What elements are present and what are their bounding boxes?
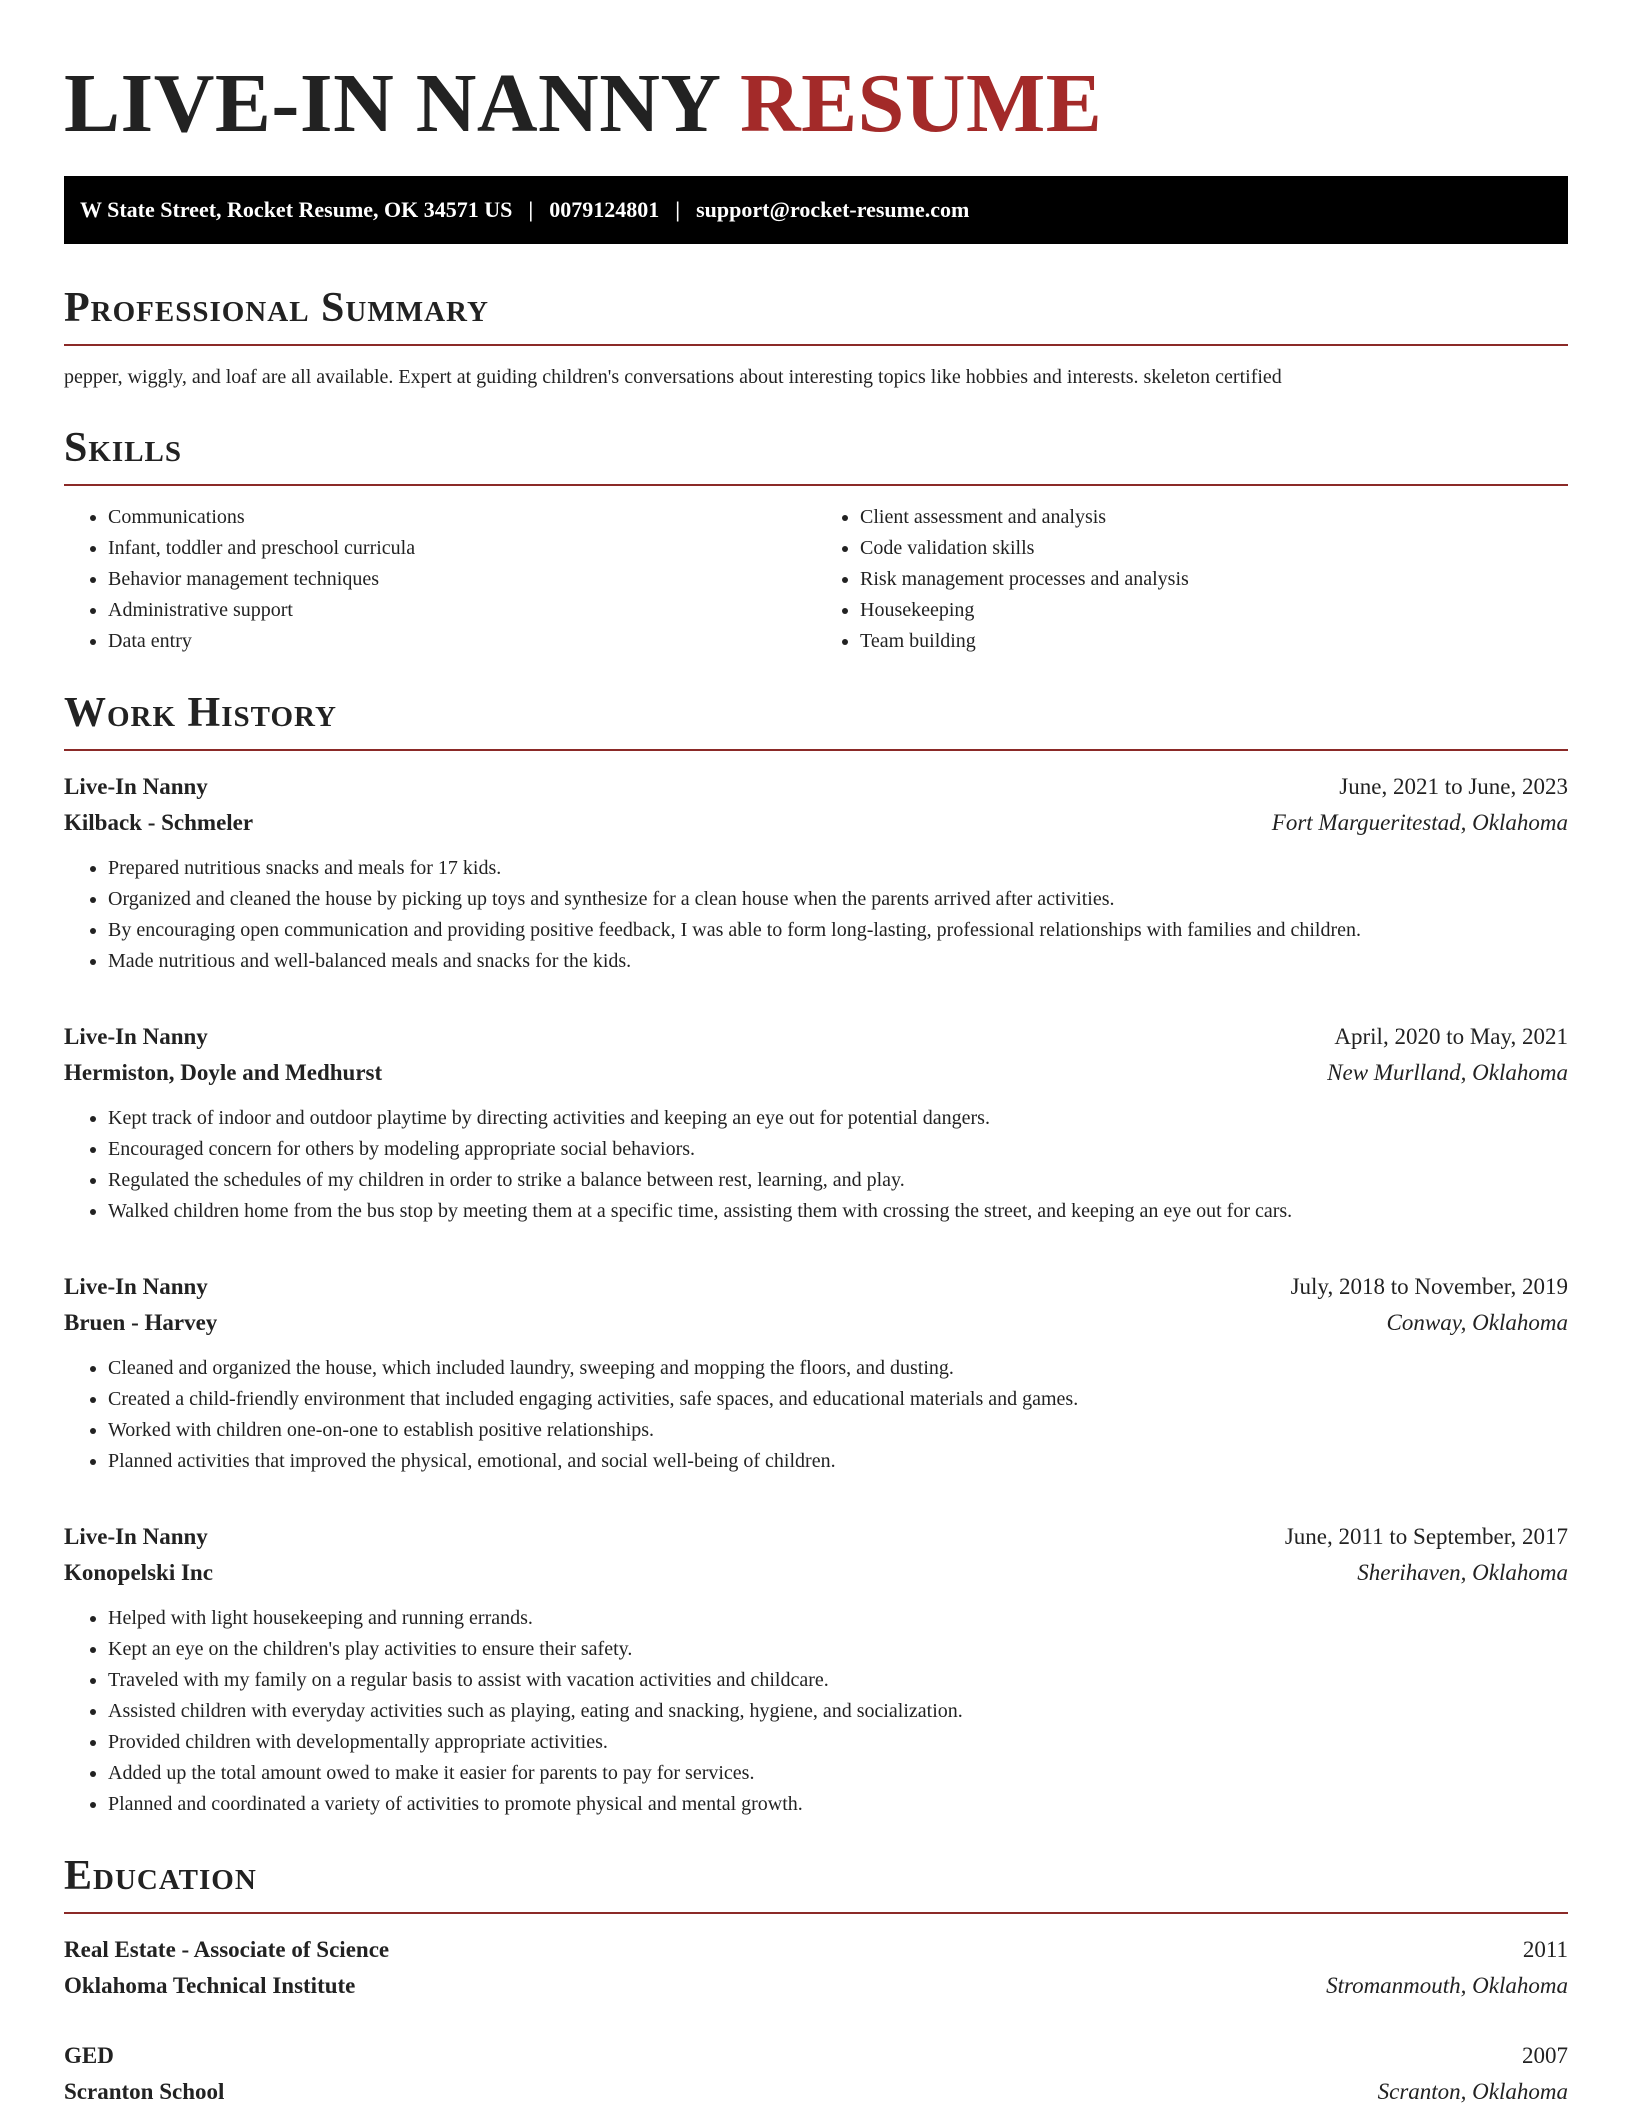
education-section: [64, 1850, 1568, 2110]
skill-item: • Housekeeping: [860, 595, 1568, 626]
skill-item: • Data entry: [108, 626, 816, 657]
job-location: Sherihaven, Oklahoma: [1357, 1560, 1568, 1585]
title-accent: RESUME: [739, 57, 1103, 150]
job-location: New Murlland, Oklahoma: [1327, 1060, 1568, 1085]
job-company: Bruen - Harvey: [64, 1310, 218, 1335]
summary-text: pepper, wiggly, and loaf are all available. Expert at guiding children's conversations about interesting topics like hobbies and interests. skeleton certified: [64, 366, 1282, 388]
job-bullet: • Organized and cleaned the house by picking up toys and synthesize for a clean house when the parents arrived after activities.: [108, 884, 1568, 915]
job-header-row: [64, 1269, 1568, 1305]
education-school: Oklahoma Technical Institute: [64, 1973, 356, 1998]
job-title: Live-In Nanny: [64, 774, 208, 799]
job-bullet: • Planned activities that improved the physical, emotional, and social well-being of children.: [108, 1446, 1568, 1477]
skill-item: • Communications: [108, 502, 816, 533]
contact-address: W State Street, Rocket Resume, OK 34571 US: [80, 197, 513, 222]
job-header-row: [64, 769, 1568, 805]
job-bullet: • Helped with light housekeeping and running errands.: [108, 1603, 1568, 1634]
education-year: 2011: [1522, 1937, 1568, 1962]
job-bullets: [64, 1103, 1568, 1227]
job-bullet: • Kept track of indoor and outdoor playtime by directing activities and keeping an eye out for potential dangers.: [108, 1103, 1568, 1134]
contact-email: support@rocket-resume.com: [696, 197, 970, 222]
job-header-row: [64, 1519, 1568, 1555]
education-heading: Education: [64, 1850, 1568, 1914]
contact-separator: |: [528, 197, 534, 222]
skills-grid: [64, 502, 1568, 657]
job-bullet: • By encouraging open communication and providing positive feedback, I was able to form long-lasting, professional relationships with families and children.: [108, 915, 1568, 946]
summary-section: [64, 282, 1568, 392]
job-bullets: [64, 853, 1568, 977]
job-dates: June, 2011 to September, 2017: [1284, 1524, 1568, 1549]
job-title: Live-In Nanny: [64, 1524, 208, 1549]
job-entry: [64, 1269, 1568, 1477]
skill-item: • Administrative support: [108, 595, 816, 626]
work-history-heading: Work History: [64, 687, 1568, 751]
job-company-row: [64, 1055, 1568, 1091]
job-bullet: • Encouraged concern for others by modeling appropriate social behaviors.: [108, 1134, 1568, 1165]
job-bullet: • Added up the total amount owed to make it easier for parents to pay for services.: [108, 1758, 1568, 1789]
summary-heading: Professional Summary: [64, 282, 1568, 346]
education-degree-row: [64, 1932, 1568, 1968]
job-entry: [64, 1019, 1568, 1227]
job-bullet: • Cleaned and organized the house, which included laundry, sweeping and mopping the floors, and dusting.: [108, 1353, 1568, 1384]
job-bullet: • Kept an eye on the children's play activities to ensure their safety.: [108, 1634, 1568, 1665]
job-entry: [64, 769, 1568, 977]
education-year: 2007: [1522, 2043, 1568, 2068]
skills-section: [64, 422, 1568, 657]
job-bullets: [64, 1353, 1568, 1477]
skill-item: • Client assessment and analysis: [860, 502, 1568, 533]
resume-title: [64, 54, 1568, 154]
job-bullet: • Prepared nutritious snacks and meals for 17 kids.: [108, 853, 1568, 884]
job-title: Live-In Nanny: [64, 1274, 208, 1299]
education-school-row: [64, 1968, 1568, 2004]
contact-bar: [64, 176, 1568, 244]
job-bullet: • Created a child-friendly environment that included engaging activities, safe spaces, and educational materials and games.: [108, 1384, 1568, 1415]
education-location: Scranton, Oklahoma: [1377, 2079, 1568, 2104]
education-entry: [64, 1932, 1568, 2004]
job-company: Konopelski Inc: [64, 1560, 213, 1585]
skill-item: • Code validation skills: [860, 533, 1568, 564]
skill-item: • Risk management processes and analysis: [860, 564, 1568, 595]
job-bullet: • Planned and coordinated a variety of activities to promote physical and mental growth.: [108, 1789, 1568, 1820]
job-bullet: • Walked children home from the bus stop by meeting them at a specific time, assisting them with crossing the street, and keeping an eye out for cars.: [108, 1196, 1568, 1227]
job-company-row: [64, 1555, 1568, 1591]
title-main: LIVE-IN NANNY: [64, 57, 719, 150]
job-bullet: • Provided children with developmentally appropriate activities.: [108, 1727, 1568, 1758]
skill-item: • Team building: [860, 626, 1568, 657]
job-title: Live-In Nanny: [64, 1024, 208, 1049]
job-company-row: [64, 1305, 1568, 1341]
job-dates: June, 2021 to June, 2023: [1339, 774, 1568, 799]
education-school-row: [64, 2074, 1568, 2110]
job-bullet: • Regulated the schedules of my children in order to strike a balance between rest, learning, and play.: [108, 1165, 1568, 1196]
education-degree: Real Estate - Associate of Science: [64, 1937, 390, 1962]
job-dates: July, 2018 to November, 2019: [1290, 1274, 1568, 1299]
job-bullet: • Assisted children with everyday activities such as playing, eating and snacking, hygiene, and socialization.: [108, 1696, 1568, 1727]
job-dates: April, 2020 to May, 2021: [1334, 1024, 1568, 1049]
education-degree-row: [64, 2038, 1568, 2074]
job-bullets: [64, 1603, 1568, 1820]
job-header-row: [64, 1019, 1568, 1055]
skill-item: • Infant, toddler and preschool curricula: [108, 533, 816, 564]
job-location: Fort Margueritestad, Oklahoma: [1271, 810, 1568, 835]
job-company-row: [64, 805, 1568, 841]
education-location: Stromanmouth, Oklahoma: [1326, 1973, 1568, 1998]
job-bullet: • Traveled with my family on a regular basis to assist with vacation activities and childcare.: [108, 1665, 1568, 1696]
work-history-section: [64, 687, 1568, 1820]
education-school: Scranton School: [64, 2079, 225, 2104]
skills-list-left: [64, 502, 816, 657]
job-entry: [64, 1519, 1568, 1820]
skills-list-right: [816, 502, 1568, 657]
job-bullet: • Worked with children one-on-one to establish positive relationships.: [108, 1415, 1568, 1446]
job-location: Conway, Oklahoma: [1386, 1310, 1568, 1335]
contact-separator: |: [675, 197, 681, 222]
job-bullet: • Made nutritious and well-balanced meals and snacks for the kids.: [108, 946, 1568, 977]
job-company: Kilback - Schmeler: [64, 810, 254, 835]
job-company: Hermiston, Doyle and Medhurst: [64, 1060, 383, 1085]
skill-item: • Behavior management techniques: [108, 564, 816, 595]
education-entry: [64, 2038, 1568, 2110]
contact-phone: 0079124801: [549, 197, 660, 222]
education-degree: GED: [64, 2043, 114, 2068]
skills-heading: Skills: [64, 422, 1568, 486]
